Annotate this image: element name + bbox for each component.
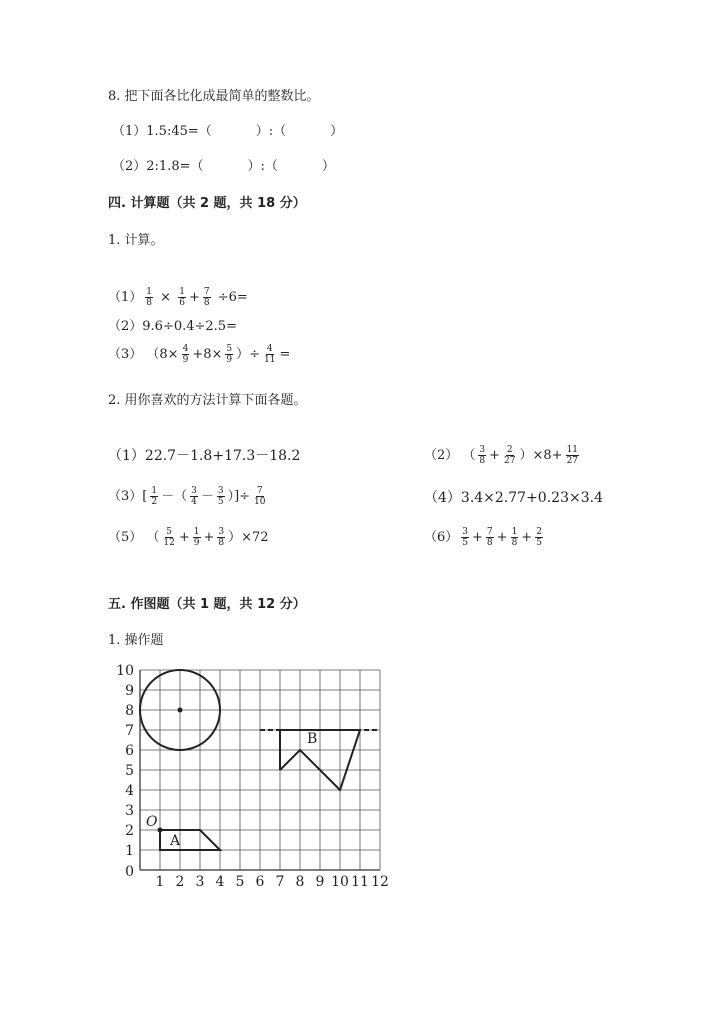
fraction: $\frac{4}{9}$: [182, 344, 189, 365]
origin-label: 0: [125, 864, 134, 880]
fraction: $\frac{2}{5}$: [536, 527, 542, 548]
s5-q1-title: 1. 操作题: [108, 633, 164, 648]
y-tick-label: 5: [125, 763, 134, 779]
point-o-label: O: [146, 814, 158, 830]
s4-q1-item-1: （1） $\frac{1}{8}$ × $\frac{1}{6}$ + $\frac{7}{8}$ ÷6=: [108, 287, 248, 308]
s4-q2-item-3: （3）[ $\frac{1}{2}$ －（ $\frac{3}{4}$ － $\frac{3}{5}$ ）]÷ $\frac{7}{10}$: [108, 486, 266, 507]
s4-q2-item-2: （2） （ $\frac{3}{8}$ + $\frac{2}{27}$ ）×8+ $\frac{11}{27}$: [424, 445, 579, 466]
y-tick-label: 2: [125, 823, 134, 839]
s4-q2-item-5: （5） （ $\frac{5}{12}$ + $\frac{1}{9}$ + $\frac{3}{8}$ ）×72: [108, 527, 269, 548]
fraction: $\frac{7}{8}$: [203, 287, 210, 308]
fraction: $\frac{7}{8}$: [486, 527, 493, 548]
item-label: （1）: [108, 290, 143, 305]
y-tick-label: 7: [125, 723, 134, 739]
fraction: $\frac{1}{6}$: [179, 287, 185, 308]
fraction: $\frac{1}{2}$: [151, 486, 158, 507]
fraction: $\frac{3}{8}$: [218, 527, 225, 548]
s4-q2-item-6: （6） $\frac{3}{5}$ + $\frac{7}{8}$ + $\frac{1}{8}$ + $\frac{2}{5}$: [424, 527, 542, 548]
fraction: $\frac{1}{8}$: [511, 527, 518, 548]
q8-item-1-label: （1）1.5:45=（: [112, 124, 212, 139]
fraction: $\frac{3}{8}$: [479, 445, 486, 466]
x-tick-label: 12: [371, 874, 389, 890]
s4-q1-item-3: （3） （8× $\frac{4}{9}$ +8× $\frac{5}{9}$ ）÷ $\frac{4}{11}$ =: [108, 344, 291, 365]
fraction: $\frac{2}{27}$: [504, 445, 516, 466]
x-tick-label: 1: [155, 874, 165, 890]
fraction: $\frac{4}{11}$: [264, 344, 276, 365]
fraction: $\frac{1}{8}$: [146, 287, 153, 308]
fraction: $\frac{3}{4}$: [191, 486, 197, 507]
q8-title: 8. 把下面各比化成最简单的整数比。: [108, 89, 320, 104]
label-b: B: [307, 731, 318, 747]
section4-heading: 四. 计算题（共 2 题，共 18 分）: [108, 196, 306, 211]
fraction: $\frac{11}{27}$: [566, 445, 579, 466]
x-tick-label: 5: [235, 874, 245, 890]
x-tick-label: 11: [351, 874, 369, 890]
x-tick-label: 7: [275, 874, 285, 890]
y-tick-label: 1: [125, 843, 134, 859]
s4-q1-item-2: （2）9.6÷0.4÷2.5=: [108, 319, 237, 334]
y-tick-label: 3: [125, 803, 134, 819]
fraction: $\frac{3}{5}$: [217, 486, 224, 507]
x-tick-label: 10: [331, 874, 349, 890]
shape-a: [160, 830, 220, 850]
point-o-dot: [158, 828, 163, 833]
q8-item-1-end: ）: [330, 124, 344, 139]
fraction: $\frac{5}{9}$: [226, 344, 233, 365]
fraction: $\frac{3}{5}$: [462, 527, 469, 548]
label-a: A: [170, 833, 181, 849]
q8-item-1-mid: ）:（: [255, 124, 287, 139]
q8-item-1: [112, 123, 343, 141]
s4-q2-item-4: （4）3.4×2.77+0.23×3.4: [424, 490, 603, 506]
s4-q2-item-1: （1）22.7－1.8+17.3－18.2: [108, 448, 301, 464]
q8-item-2-mid: ）:（: [247, 159, 278, 174]
q8-item-2: [112, 158, 335, 176]
fraction: $\frac{7}{10}$: [254, 486, 266, 507]
x-tick-label: 2: [175, 874, 185, 890]
x-tick-label: 9: [315, 874, 325, 890]
fraction: $\frac{1}{9}$: [193, 527, 200, 548]
circle-center-dot: [178, 708, 183, 713]
y-tick-label: 8: [125, 703, 134, 719]
x-tick-label: 6: [255, 874, 265, 890]
s4-q2-title: 2. 用你喜欢的方法计算下面各题。: [108, 393, 307, 408]
y-tick-label: 9: [125, 683, 134, 699]
q8-item-2-end: ）: [321, 159, 335, 174]
s4-q1-title: 1. 计算。: [108, 233, 164, 248]
coordinate-grid-figure: [110, 663, 400, 910]
q8-item-2-label: （2）2:1.8=（: [112, 159, 204, 174]
section5-heading: 五. 作图题（共 1 题，共 12 分）: [108, 597, 306, 612]
x-tick-label: 3: [195, 874, 205, 890]
y-tick-label: 10: [116, 663, 134, 679]
x-tick-label: 8: [295, 874, 305, 890]
y-tick-label: 6: [125, 743, 134, 759]
x-tick-label: 4: [215, 874, 225, 890]
y-tick-label: 4: [125, 783, 134, 799]
fraction: $\frac{5}{12}$: [163, 527, 175, 548]
